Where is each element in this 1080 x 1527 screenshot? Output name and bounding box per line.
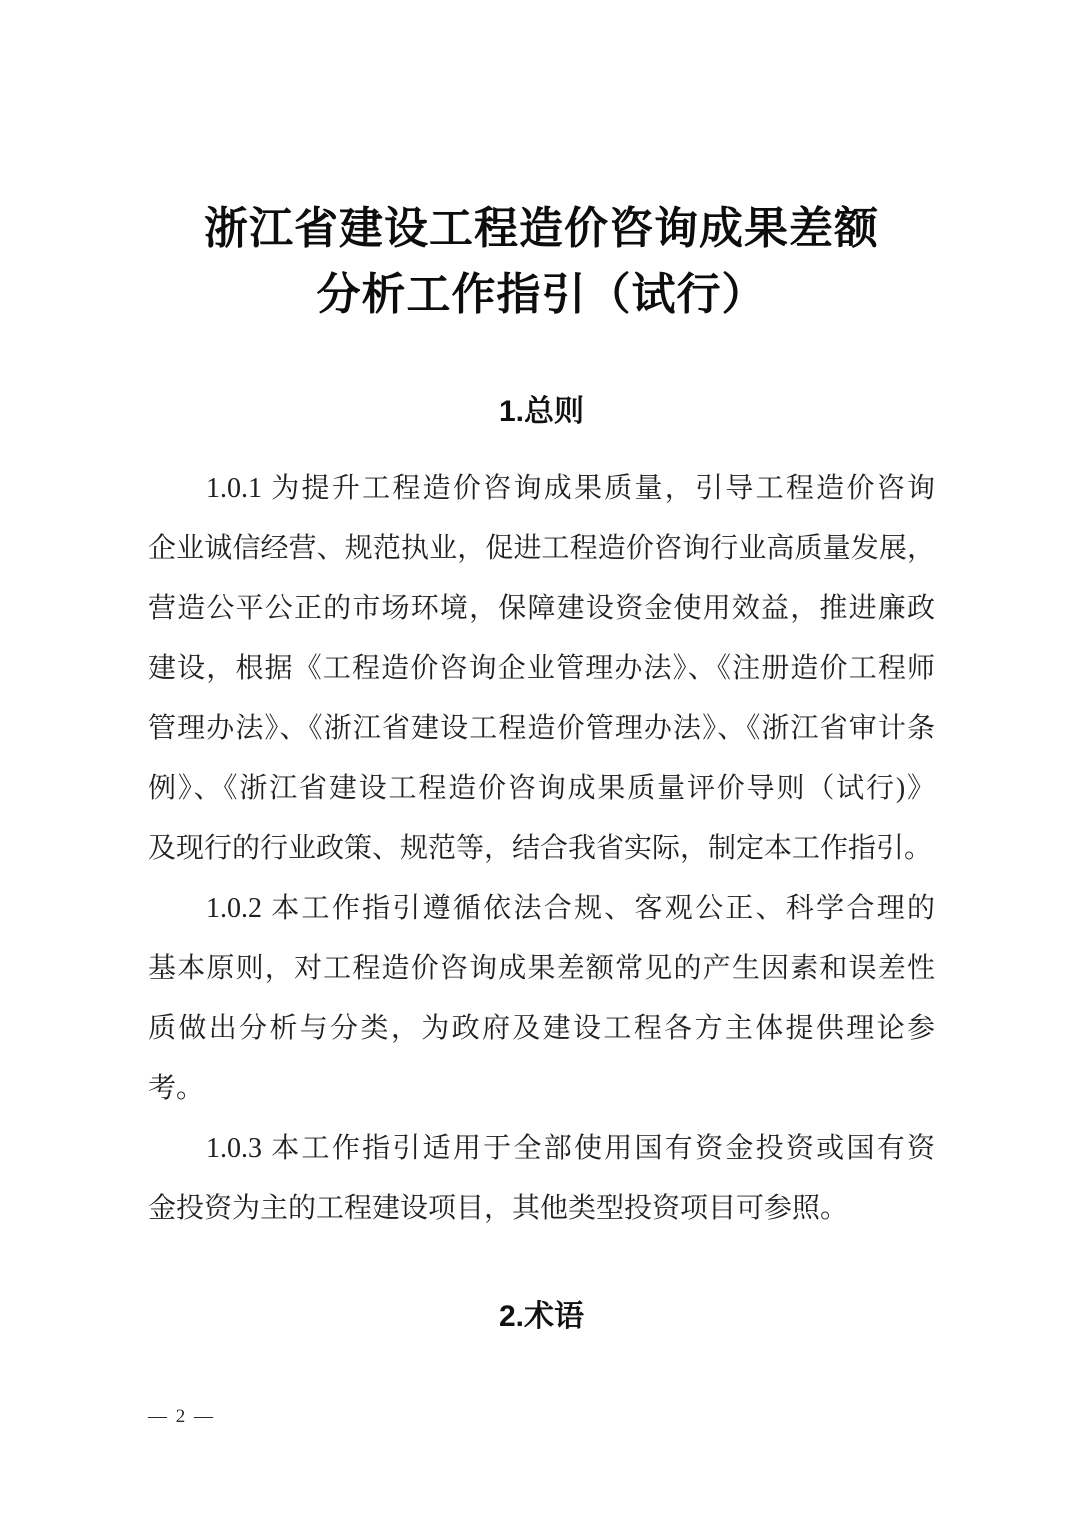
text-line: 基本原则，对工程造价咨询成果差额常见的产生因素和误差性: [148, 953, 935, 984]
text-line: 质做出分析与分类，为政府及建设工程各方主体提供理论参: [148, 1013, 935, 1044]
document-title: [148, 196, 935, 328]
paragraph-1-0-3: [148, 1119, 935, 1239]
text-line: 1.0.2 本工作指引遵循依法合规、客观公正、科学合理的: [206, 893, 935, 924]
text-line: 及现行的行业政策、规范等，结合我省实际，制定本工作指引。: [148, 833, 933, 864]
title-line-1: 浙江省建设工程造价咨询成果差额: [204, 204, 879, 253]
text-line: 1.0.3 本工作指引适用于全部使用国有资金投资或国有资: [206, 1133, 935, 1164]
text-line: 金投资为主的工程建设项目，其他类型投资项目可参照。: [148, 1193, 849, 1224]
text-line: 管理办法》、《浙江省建设工程造价管理办法》、《浙江省审计条: [148, 713, 935, 744]
page-number: — 2 —: [148, 1406, 215, 1427]
text-line: 考。: [148, 1073, 205, 1104]
section-heading-terminology: 2.术语: [498, 1300, 585, 1333]
text-line: 例》、《浙江省建设工程造价咨询成果质量评价导则（试行)》: [148, 773, 935, 804]
text-line: 企业诚信经营、规范执业，促进工程造价咨询行业高质量发展，: [148, 533, 935, 564]
text-line: 1.0.1 为提升工程造价咨询成果质量，引导工程造价咨询: [206, 473, 935, 504]
document-body: [148, 459, 935, 1239]
section-heading-general-provisions: 1.总则: [498, 395, 585, 428]
text-line: 营造公平公正的市场环境，保障建设资金使用效益，推进廉政: [148, 593, 935, 624]
title-line-2: 分析工作指引（试行）: [316, 270, 767, 319]
paragraph-1-0-1: [148, 459, 935, 879]
text-line: 建设，根据《工程造价咨询企业管理办法》、《注册造价工程师: [148, 653, 935, 684]
paragraph-1-0-2: [148, 879, 935, 1119]
